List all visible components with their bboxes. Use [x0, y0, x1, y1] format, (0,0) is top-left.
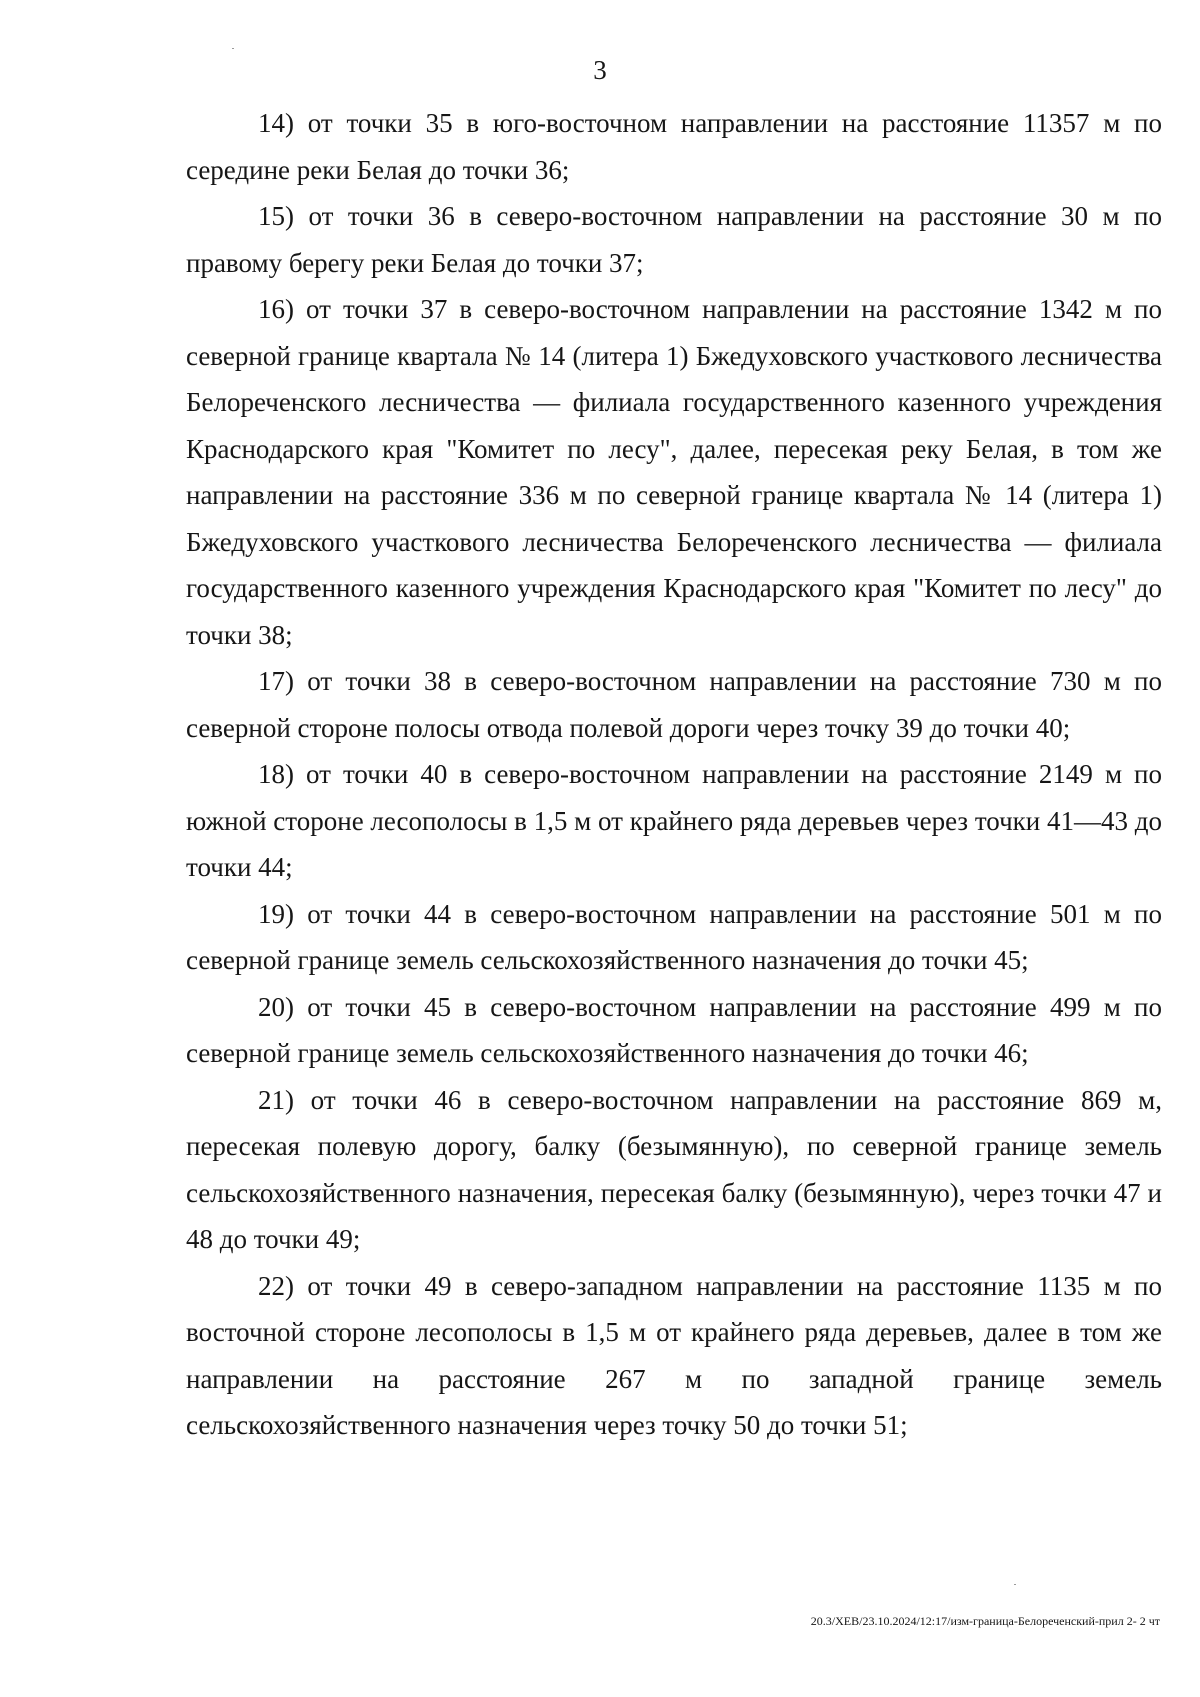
- paragraph-17: 17) от точки 38 в северо-восточном направлении на расстояние 730 м по северной стороне полосы отвода полевой дороги через точку 39 до точки 40;: [186, 666, 1162, 743]
- paragraph-20: 20) от точки 45 в северо-восточном направлении на расстояние 499 м по северной границе земель сельскохозяйственного назначения до точки 46;: [186, 991, 1162, 1068]
- paragraph-18: 18) от точки 40 в северо-восточном направлении на расстояние 2149 м по южной стороне лесополосы в 1,5 м от крайнего ряда деревьев через точки 41—43 до точки 44;: [186, 759, 1162, 882]
- paragraph-22: 22) от точки 49 в северо-западном направлении на расстояние 1135 м по восточной стороне лесополосы в 1,5 м от крайнего ряда деревьев, далее в том же направлении на расстояние 267 м по западной границе земель сельскохозяйственного назначения через точку 50 до точки 51;: [186, 1270, 1162, 1440]
- scan-speck: [232, 48, 234, 49]
- page-number: 3: [593, 55, 607, 85]
- document-body: [186, 100, 1162, 1449]
- scan-speck: [1014, 1584, 1016, 1585]
- paragraph-21: 21) от точки 46 в северо-восточном направлении на расстояние 869 м, пересекая полевую дорогу, балку (безымянную), по северной границе земель сельскохозяйственного назначения, пересекая балку (безымянную), через точки 47 и 48 до точки 49;: [186, 1084, 1162, 1254]
- document-reference-footer: 20.3/ХЕВ/23.10.2024/12:17/изм-граница-Белореченский-прил 2- 2 чт: [810, 1614, 1160, 1628]
- paragraph-16: 16) от точки 37 в северо-восточном направлении на расстояние 1342 м по северной границе квартала № 14 (литера 1) Бжедуховского участкового лесничества Белореченского лесничества — филиала государственного казенного учреждения Краснодарского края "Комитет по лесу", далее, пересекая реку Белая, в том же направлении на расстояние 336 м по северной границе квартала № 14 (литера 1) Бжедуховского участкового лесничества Белореченского лесничества — филиала государственного казенного учреждения Краснодарского края "Комитет по лесу" до точки 38;: [186, 294, 1162, 650]
- paragraph-19: 19) от точки 44 в северо-восточном направлении на расстояние 501 м по северной границе земель сельскохозяйственного назначения до точки 45;: [186, 898, 1162, 975]
- paragraph-15: 15) от точки 36 в северо-восточном направлении на расстояние 30 м по правому берегу реки Белая до точки 37;: [186, 201, 1162, 278]
- paragraph-14: 14) от точки 35 в юго-восточном направлении на расстояние 11357 м по середине реки Белая до точки 36;: [186, 108, 1162, 185]
